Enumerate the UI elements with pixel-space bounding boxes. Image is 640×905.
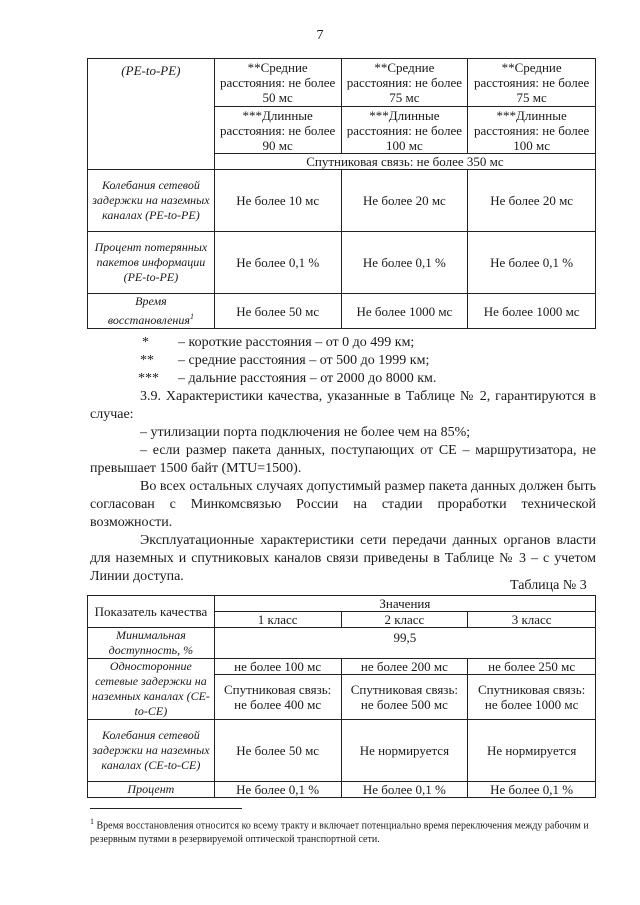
header-class2: 2 класс — [341, 612, 468, 628]
long-distance-class2: ***Длинные расстояния: не более 100 мс — [341, 107, 468, 154]
footnote-text: Время восстановления относится ко всему тракту и включает потенциально время переключения между рабочим и резервным путями в резервируемой оптической транспортной сети. — [90, 820, 589, 846]
paragraph-3-9: 3.9. Характеристики качества, указанные в Таблице № 2, гарантируются в случае: — [90, 389, 596, 422]
distance-text-short: – короткие расстояния – от 0 до 499 км; — [178, 335, 415, 350]
row-label-recovery: Время восстановления$^1$ — [88, 294, 215, 329]
distance-text-long: – дальние расстояния – от 2000 до 8000 км. — [178, 371, 437, 386]
mid-distance-class2: **Средние расстояния: не более 75 мс — [341, 59, 468, 107]
availability-value: 99,5 — [214, 628, 595, 659]
long-distance-class3: ***Длинные расстояния: не более 100 мс — [468, 107, 596, 154]
paragraph-operational: Эксплуатационные характеристики сети передачи данных органов власти для наземных и спутниковых каналов связи приведены в Таблице № 3 – с учетом Линии доступа. — [90, 533, 596, 584]
distance-mark-long: *** — [138, 371, 159, 386]
long-distance-class1: ***Длинные расстояния: не более 90 мс — [214, 107, 341, 154]
cell: Не более 50 мс — [214, 294, 341, 329]
row-label-pe: (PE-to-PE) — [88, 59, 215, 170]
header-class3: 3 класс — [468, 612, 596, 628]
cell: Не более 20 мс — [468, 170, 596, 232]
cell: Спутниковая связь: не более 500 мс — [341, 675, 468, 720]
footnote — [90, 815, 596, 847]
row-label-jitter: Колебания сетевой задержки на наземных каналах (CE-to-CE) — [88, 720, 215, 782]
mid-distance-class1: **Средние расстояния: не более 50 мс — [214, 59, 341, 107]
cell: Не нормируется — [341, 720, 468, 782]
cell: не более 100 мс — [214, 659, 341, 675]
cell: Не более 0,1 % — [341, 232, 468, 294]
header-indicator: Показатель качества — [88, 596, 215, 628]
bullet-port-utilization: – утилизации порта подключения не более чем на 85%; — [140, 425, 471, 440]
paragraph-other-cases: Во всех остальных случаях допустимый размер пакета данных должен быть согласован с Минкомсвязью России на стадии проработки технической возможности. — [90, 479, 596, 530]
page-number: 7 — [316, 28, 324, 43]
operational-table — [87, 595, 596, 798]
cell: Не более 1000 мс — [341, 294, 468, 329]
row-label-availability: Минимальная доступность, % — [88, 628, 215, 659]
cell: Не более 0,1 % — [468, 232, 596, 294]
cell: Не более 1000 мс — [468, 294, 596, 329]
row-label-loss: Процент потерянных пакетов информации (PE-to-PE) — [88, 232, 215, 294]
quality-table-continued — [87, 58, 596, 329]
distance-text-mid: – средние расстояния – от 500 до 1999 км; — [178, 353, 430, 368]
bullet-packet-size: – если размер пакета данных, поступающих от CE – маршрутизатора, не превышает 1500 байт (MTU=1500). — [90, 443, 596, 476]
satellite-delay: Спутниковая связь: не более 350 мс — [214, 154, 595, 170]
row-label-loss: Процент — [88, 782, 215, 798]
row-label-jitter: Колебания сетевой задержки на наземных каналах (PE-to-PE) — [88, 170, 215, 232]
header-class1: 1 класс — [214, 612, 341, 628]
cell: не более 200 мс — [341, 659, 468, 675]
cell: Не более 0,1 % — [341, 782, 468, 798]
mid-distance-class3: **Средние расстояния: не более 75 мс — [468, 59, 596, 107]
table3-caption: Таблица № 3 — [510, 578, 587, 593]
cell: Спутниковая связь: не более 400 мс — [214, 675, 341, 720]
cell: Не нормируется — [468, 720, 596, 782]
footnote-mark: 1 — [90, 817, 94, 826]
header-values: Значения — [214, 596, 595, 612]
distance-mark-mid: ** — [140, 353, 154, 368]
cell: Не более 0,1 % — [468, 782, 596, 798]
cell: Не более 10 мс — [214, 170, 341, 232]
footnote-separator — [90, 808, 242, 809]
cell: Не более 20 мс — [341, 170, 468, 232]
cell: Не более 50 мс — [214, 720, 341, 782]
cell: не более 250 мс — [468, 659, 596, 675]
cell: Спутниковая связь: не более 1000 мс — [468, 675, 596, 720]
row-label-delay: Односторонние сетевые задержки на наземных каналах (CE-to-CE) — [88, 659, 215, 720]
distance-mark-short: * — [142, 335, 149, 350]
cell: Не более 0,1 % — [214, 232, 341, 294]
cell: Не более 0,1 % — [214, 782, 341, 798]
